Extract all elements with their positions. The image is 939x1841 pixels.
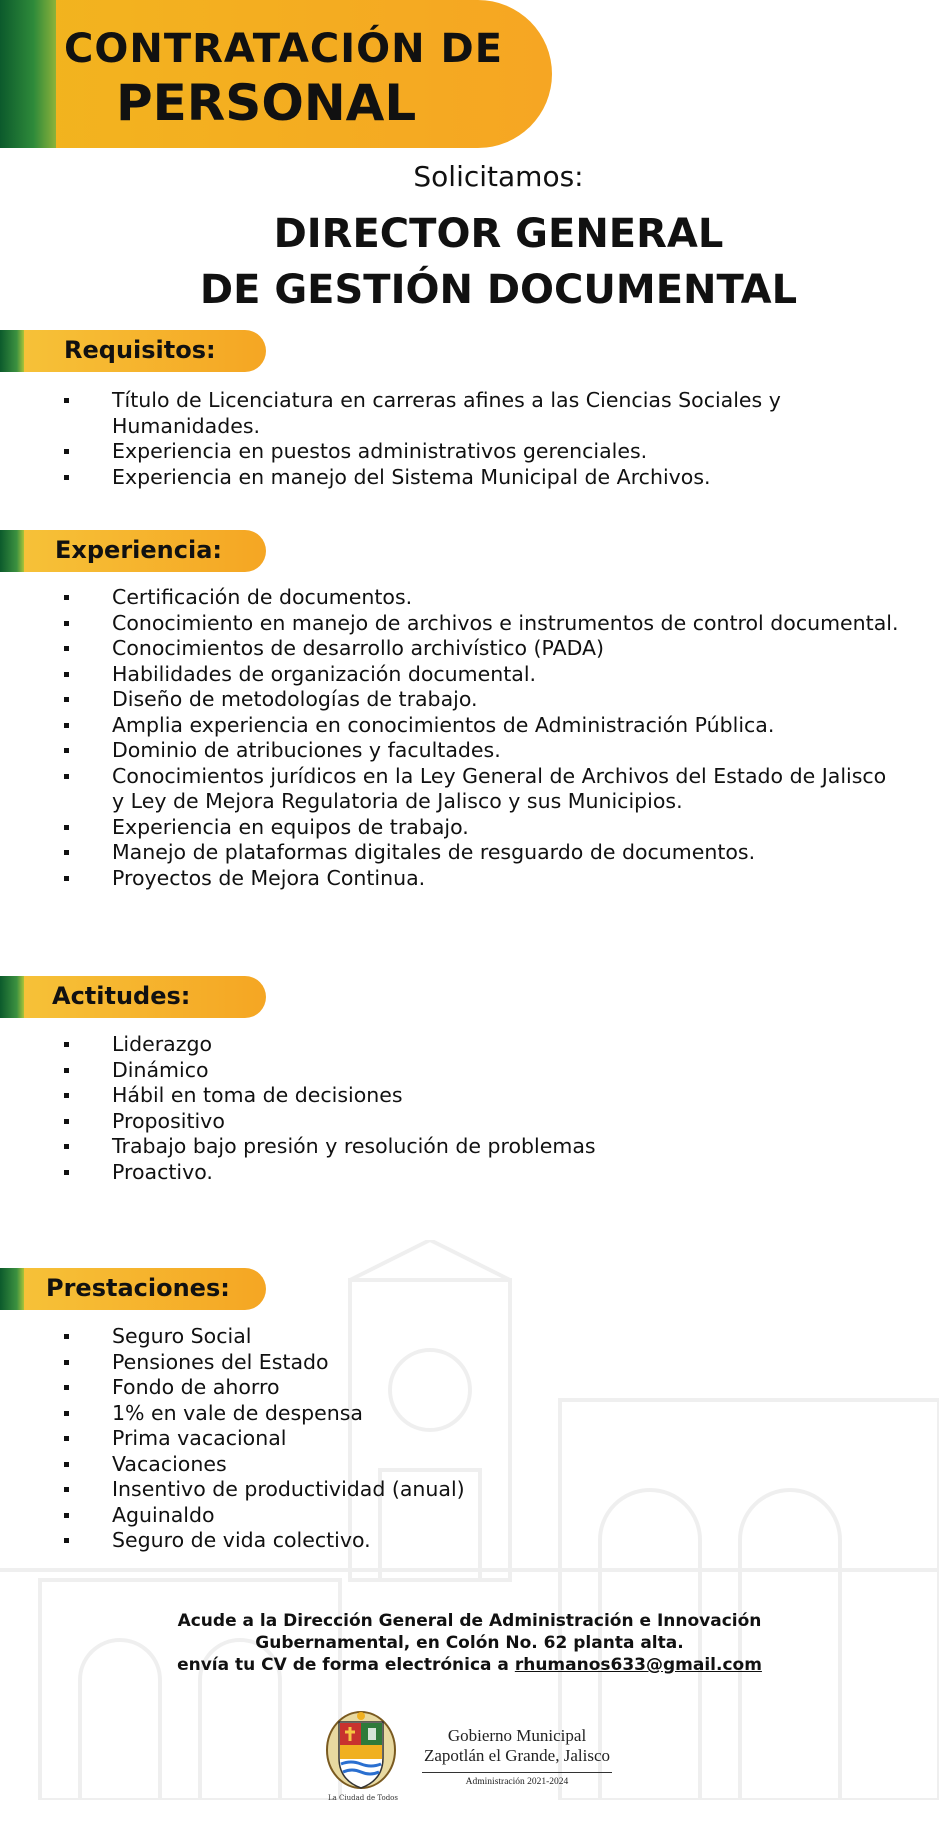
list-item: Liderazgo xyxy=(0,1032,900,1058)
position-title-line-2: DE GESTIÓN DOCUMENTAL xyxy=(199,267,798,313)
footer-line-1: Acude a la Dirección General de Administración e Innovación xyxy=(177,1611,762,1631)
section-tab-green-stripe xyxy=(0,530,24,572)
list-item: Conocimientos jurídicos en la Ley General de Archivos del Estado de Jalisco y Ley de Mejora Regulatoria de Jalisco y sus Municipios. xyxy=(0,764,900,815)
list-requisitos xyxy=(0,388,900,490)
section-label-experiencia: Experiencia: xyxy=(55,536,223,564)
list-item: Dominio de atribuciones y facultades. xyxy=(0,738,900,764)
list-item: Certificación de documentos. xyxy=(0,585,900,611)
section-label-actitudes: Actitudes: xyxy=(52,982,191,1010)
list-item: Seguro de vida colectivo. xyxy=(0,1528,900,1554)
title-banner-green-stripe xyxy=(0,0,56,148)
list-prestaciones xyxy=(0,1324,900,1554)
coat-of-arms-icon xyxy=(325,1710,397,1794)
list-item: Diseño de metodologías de trabajo. xyxy=(0,687,900,713)
gov-line-1: Gobierno Municipal xyxy=(447,1726,587,1745)
solicitamos-label: Solicitamos: xyxy=(413,160,584,193)
list-item: Insentivo de productividad (anual) xyxy=(0,1477,900,1503)
section-tab-prestaciones xyxy=(0,1268,266,1310)
list-item: Seguro Social xyxy=(0,1324,900,1350)
list-item: Prima vacacional xyxy=(0,1426,900,1452)
list-item: Experiencia en equipos de trabajo. xyxy=(0,815,900,841)
list-item: Experiencia en manejo del Sistema Municipal de Archivos. xyxy=(0,465,900,491)
section-tab-green-stripe xyxy=(0,976,24,1018)
email-link[interactable]: rhumanos633@gmail.com xyxy=(514,1655,762,1675)
list-item: Trabajo bajo presión y resolución de problemas xyxy=(0,1134,900,1160)
crest-caption: La Ciudad de Todos xyxy=(328,1794,398,1802)
section-label-requisitos: Requisitos: xyxy=(64,336,216,364)
list-item: Dinámico xyxy=(0,1058,900,1084)
list-item: Aguinaldo xyxy=(0,1503,900,1529)
title-line-2: PERSONAL xyxy=(116,74,417,132)
list-item: Conocimiento en manejo de archivos e instrumentos de control documental. xyxy=(0,611,900,637)
section-tab-actitudes xyxy=(0,976,266,1018)
footer-contact xyxy=(0,1610,939,1676)
gov-divider xyxy=(422,1772,612,1773)
gov-line-3: Administración 2021-2024 xyxy=(465,1777,569,1787)
section-tab-green-stripe xyxy=(0,1268,24,1310)
list-item: 1% en vale de despensa xyxy=(0,1401,900,1427)
position-title-line-1: DIRECTOR GENERAL xyxy=(273,211,724,257)
government-logo-text xyxy=(412,1726,622,1788)
footer-line-2: Gubernamental, en Colón No. 62 planta alta. xyxy=(255,1633,684,1653)
list-item: Vacaciones xyxy=(0,1452,900,1478)
section-label-prestaciones: Prestaciones: xyxy=(46,1274,230,1302)
title-line-1: CONTRATACIÓN DE xyxy=(64,26,504,72)
list-experiencia xyxy=(0,585,900,891)
list-item: Experiencia en puestos administrativos gerenciales. xyxy=(0,439,900,465)
list-item: Hábil en toma de decisiones xyxy=(0,1083,900,1109)
section-tab-requisitos xyxy=(0,330,266,372)
list-item: Conocimientos de desarrollo archivístico (PADA) xyxy=(0,636,900,662)
position-title xyxy=(0,206,939,318)
list-item: Proyectos de Mejora Continua. xyxy=(0,866,900,892)
title-banner xyxy=(0,0,552,148)
section-tab-experiencia xyxy=(0,530,266,572)
list-item: Propositivo xyxy=(0,1109,900,1135)
list-item: Fondo de ahorro xyxy=(0,1375,900,1401)
list-item: Título de Licenciatura en carreras afines a las Ciencias Sociales y Humanidades. xyxy=(0,388,900,439)
list-item: Habilidades de organización documental. xyxy=(0,662,900,688)
list-item: Manejo de plataformas digitales de resguardo de documentos. xyxy=(0,840,900,866)
gov-line-2: Zapotlán el Grande, Jalisco xyxy=(424,1746,610,1765)
footer-line-3 xyxy=(0,1654,939,1676)
list-item: Proactivo. xyxy=(0,1160,900,1186)
footer-line-3-prefix: envía tu CV de forma electrónica a xyxy=(177,1655,515,1675)
section-tab-green-stripe xyxy=(0,330,24,372)
list-item: Amplia experiencia en conocimientos de Administración Pública. xyxy=(0,713,900,739)
list-item: Pensiones del Estado xyxy=(0,1350,900,1376)
list-actitudes xyxy=(0,1032,900,1185)
